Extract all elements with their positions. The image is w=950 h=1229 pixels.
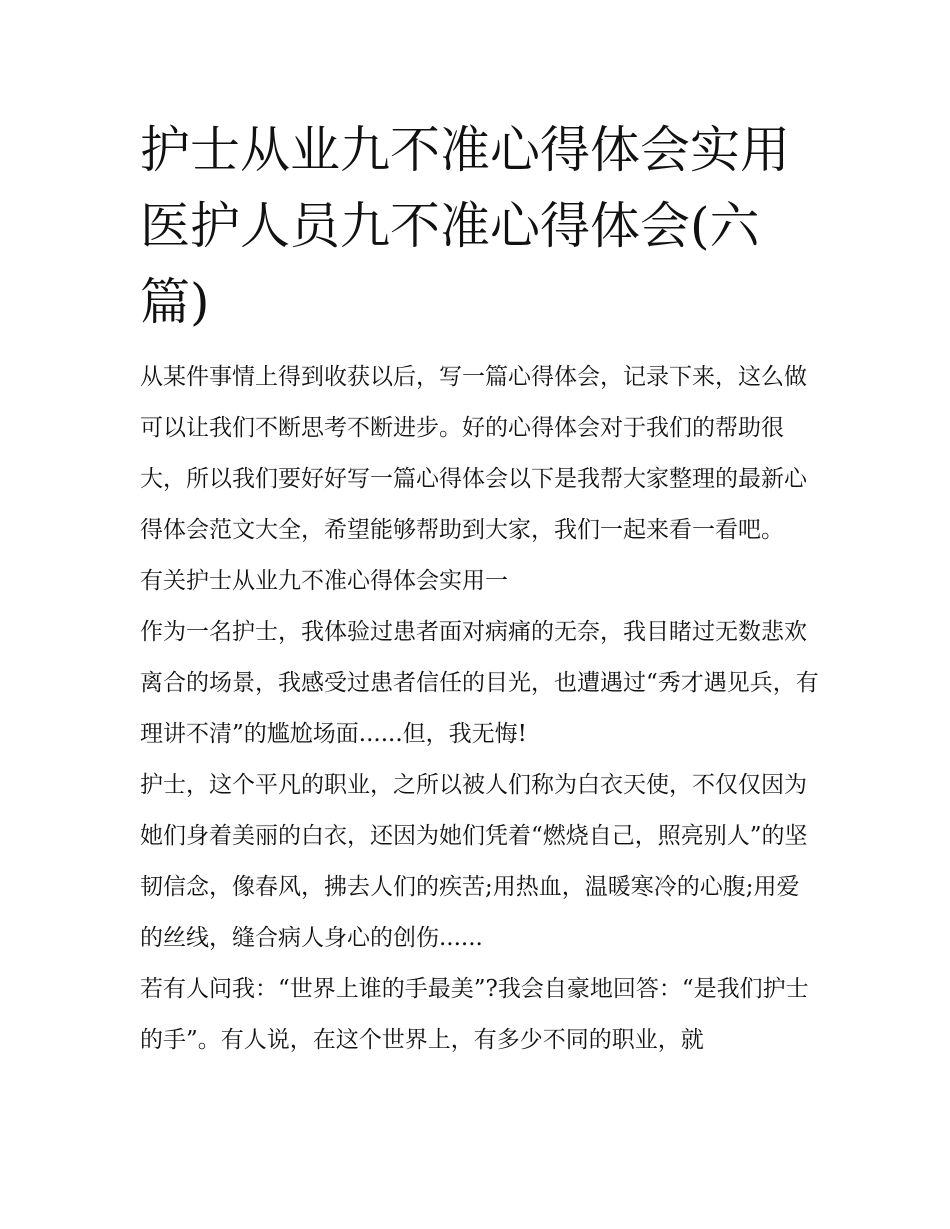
paragraph: 护士，这个平凡的职业，之所以被人们称为白衣天使，不仅仅因为她们身着美丽的白衣，还因为她们凭着“燃烧自己，照亮别人”的坚韧信念，像春风，拂去人们的疾苦;用热血，温暖寒冷的心腹;用爱的丝线，缝合病人身心的创伤...... [140, 772, 808, 951]
paragraph: 作为一名护士，我体验过患者面对病痛的无奈，我目睹过无数悲欢离合的场景，我感受过患者信任的目光，也遭遇过“秀才遇见兵，有理讲不清”的尴尬场面......但，我无悔! [140, 619, 819, 747]
section-heading: 有关护士从业九不准心得体会实用一 [140, 568, 508, 594]
paragraph: 若有人问我：“世界上谁的手最美”?我会自豪地回答：“是我们护士的手”。有人说，在这个世界上，有多少不同的职业，就 [140, 976, 809, 1053]
paragraph-intro: 从某件事情上得到收获以后，写一篇心得体会，记录下来，这么做可以让我们不断思考不断进步。好的心得体会对于我们的帮助很大，所以我们要好好写一篇心得体会以下是我帮大家整理的最新心得体会范文大全，希望能够帮助到大家，我们一起来看一看吧。 [140, 364, 807, 543]
document-body [140, 352, 820, 1066]
document-title: 护士从业九不准心得体会实用医护人员九不准心得体会(六篇) [140, 121, 790, 331]
